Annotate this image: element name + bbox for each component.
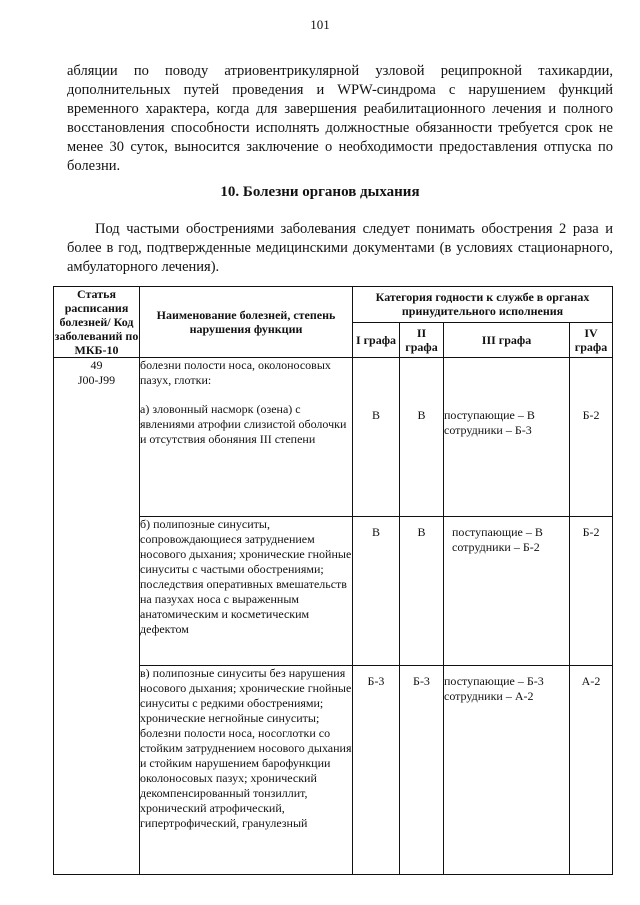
header-col-1: I графа bbox=[353, 322, 400, 358]
note-paragraph bbox=[67, 220, 613, 277]
article-number: 49 bbox=[90, 358, 103, 372]
grade-col-4: А-2 bbox=[570, 666, 613, 875]
intro-text: абляции по поводу атриовентрикулярной узловой реципрокной тахикардии, дополнительных путей проведения и WPW-синдрома с нарушением функций временного характера, когда для завершения реабилитационного лечения и полного восстановления способности исполнять должностные обязанности требуется срок не менее 30 суток, выносится заключение о необходимости предоставления отпуска по болезни. bbox=[67, 63, 613, 174]
article-code: J00-J99 bbox=[77, 373, 116, 387]
article-cell bbox=[54, 358, 140, 875]
disease-name: в) полипозные синуситы без нарушения носового дыхания; хронические гнойные синуситы с редкими обострениями; хронические негнойные синуситы; болезни полости носа, носоглотки со стойким затруднением носового дыхания и стойким нарушением барофункции околоносовых пазух; хронический декомпенсированный тонзиллит, хронический атрофический, гипертрофический, гранулезный bbox=[140, 666, 352, 830]
header-disease-name: Наименование болезней, степень нарушения функции bbox=[140, 287, 353, 358]
note-text: Под частыми обострениями заболевания следует понимать обострения 2 раза и более в год, подтвержденные медицинскими документами (в условиях стационарного, амбулаторного лечения). bbox=[67, 221, 613, 275]
disease-name: б) полипозные синуситы, сопровождающиеся затруднением носового дыхания; хронические гнойные синуситы с частыми обострениями; последствия оперативных вмешательств на пазухах носа с выраженным анатомическим и косметическим дефектом bbox=[140, 517, 352, 636]
header-col-3: III графа bbox=[444, 322, 570, 358]
grade-employees: сотрудники – А-2 bbox=[444, 689, 534, 703]
grade-applicants: поступающие – В bbox=[452, 525, 543, 539]
header-article: Статья расписания болезней/ Код заболеваний по МКБ-10 bbox=[54, 287, 139, 357]
disease-name-cell bbox=[140, 358, 353, 517]
grade-col-1: Б-3 bbox=[353, 666, 400, 875]
grade-employees: сотрудники – Б-3 bbox=[444, 423, 532, 437]
fitness-table bbox=[53, 286, 613, 875]
header-category: Категория годности к службе в органах принудительного исполнения bbox=[353, 287, 613, 323]
page-number: 101 bbox=[310, 17, 330, 32]
disease-name: а) зловонный насморк (озена) с явлениями атрофии слизистой оболочки и отсутствия обоняния III степени bbox=[140, 402, 347, 446]
header-col-2: II графа bbox=[400, 322, 444, 358]
grade-col-3 bbox=[444, 358, 570, 517]
grade-applicants: поступающие – В bbox=[444, 408, 535, 422]
grade-employees: сотрудники – Б-2 bbox=[452, 540, 540, 554]
grade-applicants: поступающие – Б-3 bbox=[444, 674, 544, 688]
disease-name-cell bbox=[140, 666, 353, 875]
grade-col-3 bbox=[444, 666, 570, 875]
grade-col-4: Б-2 bbox=[570, 517, 613, 666]
grade-col-2: В bbox=[400, 517, 444, 666]
disease-group-intro: болезни полости носа, околоносовых пазух, глотки: bbox=[140, 358, 331, 387]
grade-col-1: В bbox=[353, 517, 400, 666]
intro-paragraph bbox=[67, 62, 613, 176]
grade-col-2: Б-3 bbox=[400, 666, 444, 875]
header-col-4: IV графа bbox=[570, 322, 613, 358]
grade-col-2: В bbox=[400, 358, 444, 517]
grade-col-3 bbox=[444, 517, 570, 666]
grade-col-1: В bbox=[353, 358, 400, 517]
section-title: 10. Болезни органов дыхания bbox=[220, 184, 420, 200]
grade-col-4: Б-2 bbox=[570, 358, 613, 517]
disease-name-cell bbox=[140, 517, 353, 666]
table-row bbox=[54, 358, 613, 517]
